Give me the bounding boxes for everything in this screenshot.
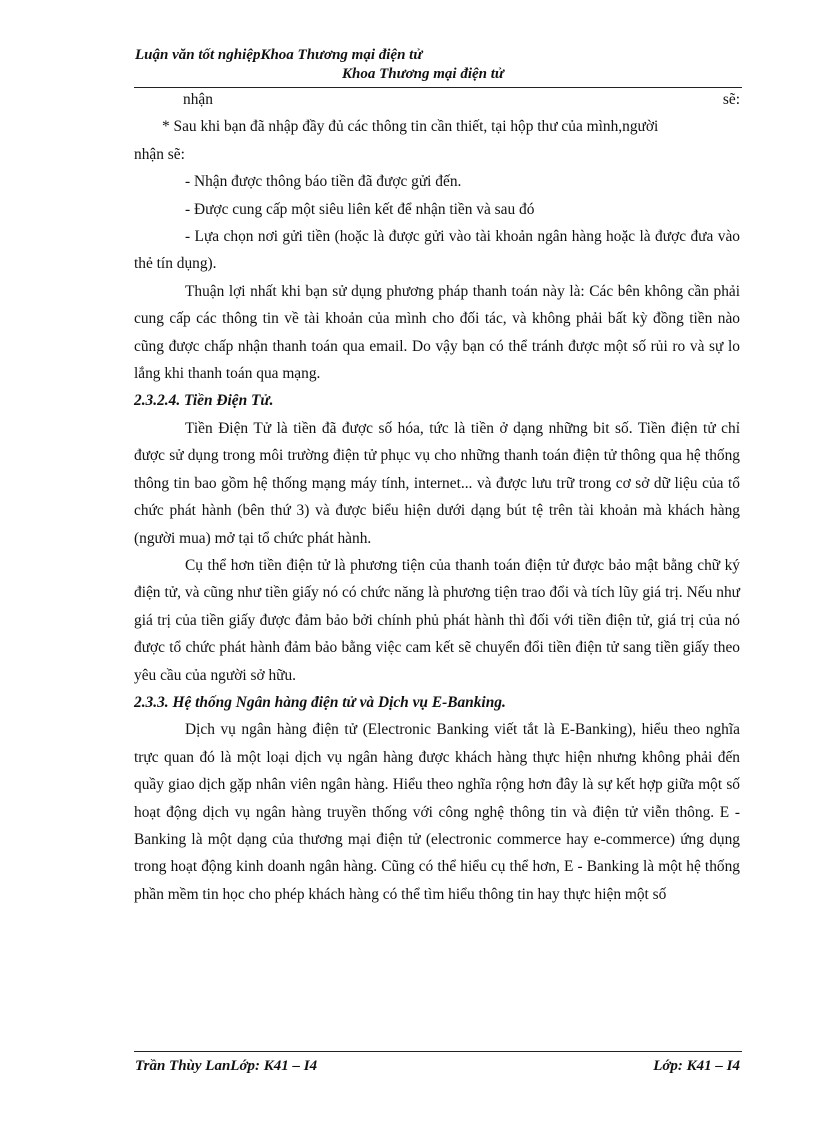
continued-line xyxy=(134,86,740,113)
continued-word-right: sẽ: xyxy=(722,91,740,108)
document-body xyxy=(134,86,740,908)
section-heading-2-3-3: 2.3.3. Hệ thống Ngân hàng điện tử và Dịch vụ E-Banking. xyxy=(134,693,506,711)
running-header-faculty: Khoa Thương mại điện tử xyxy=(342,66,504,82)
paragraph-e-money-detail: Cụ thể hơn tiền điện tử là phương tiện của thanh toán điện tử được bảo mật bằng chữ ký điện tử, và cũng như tiền giấy nó có chức năng là phương tiện trao đổi và tích lũy giá trị. Nếu như giá trị của tiền giấy được đảm bảo bởi chính phủ phát hành thì đối với tiền điện tử, giá trị của nó được tổ chức phát hành đảm bảo bằng việc cam kết sẽ chuyển đổi tiền điện tử sang tiền giấy theo yêu cầu của người sở hữu. xyxy=(134,556,740,684)
bullet-paragraph-line: * Sau khi bạn đã nhập đầy đủ các thông tin cần thiết, tại hộp thư của mình,người xyxy=(162,118,659,136)
dash-item-notification: - Nhận được thông báo tiền đã được gửi đến. xyxy=(185,173,462,191)
running-footer-class: Lớp: K41 – I4 xyxy=(653,1058,740,1074)
section-heading-2-3-2-4: 2.3.2.4. Tiền Điện Tử. xyxy=(134,392,274,410)
paragraph-e-money-definition: Tiền Điện Tử là tiền đã được số hóa, tức là tiền ở dạng những bit số. Tiền điện tử chỉ được sử dụng trong môi trường điện tử phục vụ cho những thanh toán điện tử thông qua hệ thống thông tin bao gồm hệ thống mạng máy tính, internet... và được lưu trữ trong cơ sở dữ liệu của tổ chức phát hành (bên thứ 3) và được biểu hiện dưới dạng bút tệ trên tài khoản mà khách hàng (người mua) mở tại tổ chức phát hành. xyxy=(134,419,740,547)
dash-item-deposit: - Lựa chọn nơi gửi tiền (hoặc là được gửi vào tài khoản ngân hàng hoặc là được đưa vào thẻ tín dụng). xyxy=(134,228,740,273)
dash-item-link: - Được cung cấp một siêu liên kết để nhận tiền và sau đó xyxy=(185,200,535,218)
bullet-paragraph-continuation: nhận sẽ: xyxy=(134,145,185,163)
continued-word-left: nhận xyxy=(183,91,213,108)
running-header-title: Luận văn tốt nghiệpKhoa Thương mại điện tử xyxy=(135,47,423,63)
paragraph-advantages: Thuận lợi nhất khi bạn sử dụng phương pháp thanh toán này là: Các bên không cần phải cung cấp các thông tin về tài khoản của mình cho đối tác, và không phải bất kỳ đồng tiền nào cũng được chấp nhận thanh toán qua email. Do vậy bạn có thể tránh được một số rủi ro và sự lo lắng khi thanh toán qua mạng. xyxy=(134,282,740,383)
running-footer-author: Trần Thùy LanLớp: K41 – I4 xyxy=(135,1058,318,1074)
paragraph-e-banking: Dịch vụ ngân hàng điện tử (Electronic Banking viết tắt là E-Banking), hiểu theo nghĩa trực quan đó là một loại dịch vụ ngân hàng được khách hàng thực hiện nhưng không phải đến quầy giao dịch gặp nhân viên ngân hàng. Hiểu theo nghĩa rộng hơn đây là sự kết hợp giữa một số hoạt động dịch vụ ngân hàng truyền thống với công nghệ thông tin và điện tử viễn thông. E - Banking là một dạng của thương mại điện tử (electronic commerce hay e-commerce) ứng dụng trong hoạt động kinh doanh ngân hàng. Cũng có thể hiểu cụ thể hơn, E - Banking là một hệ thống phần mềm tin học cho phép khách hàng có thể tìm hiểu thông tin hay thực hiện một số xyxy=(134,721,740,903)
footer-rule xyxy=(134,1051,742,1052)
